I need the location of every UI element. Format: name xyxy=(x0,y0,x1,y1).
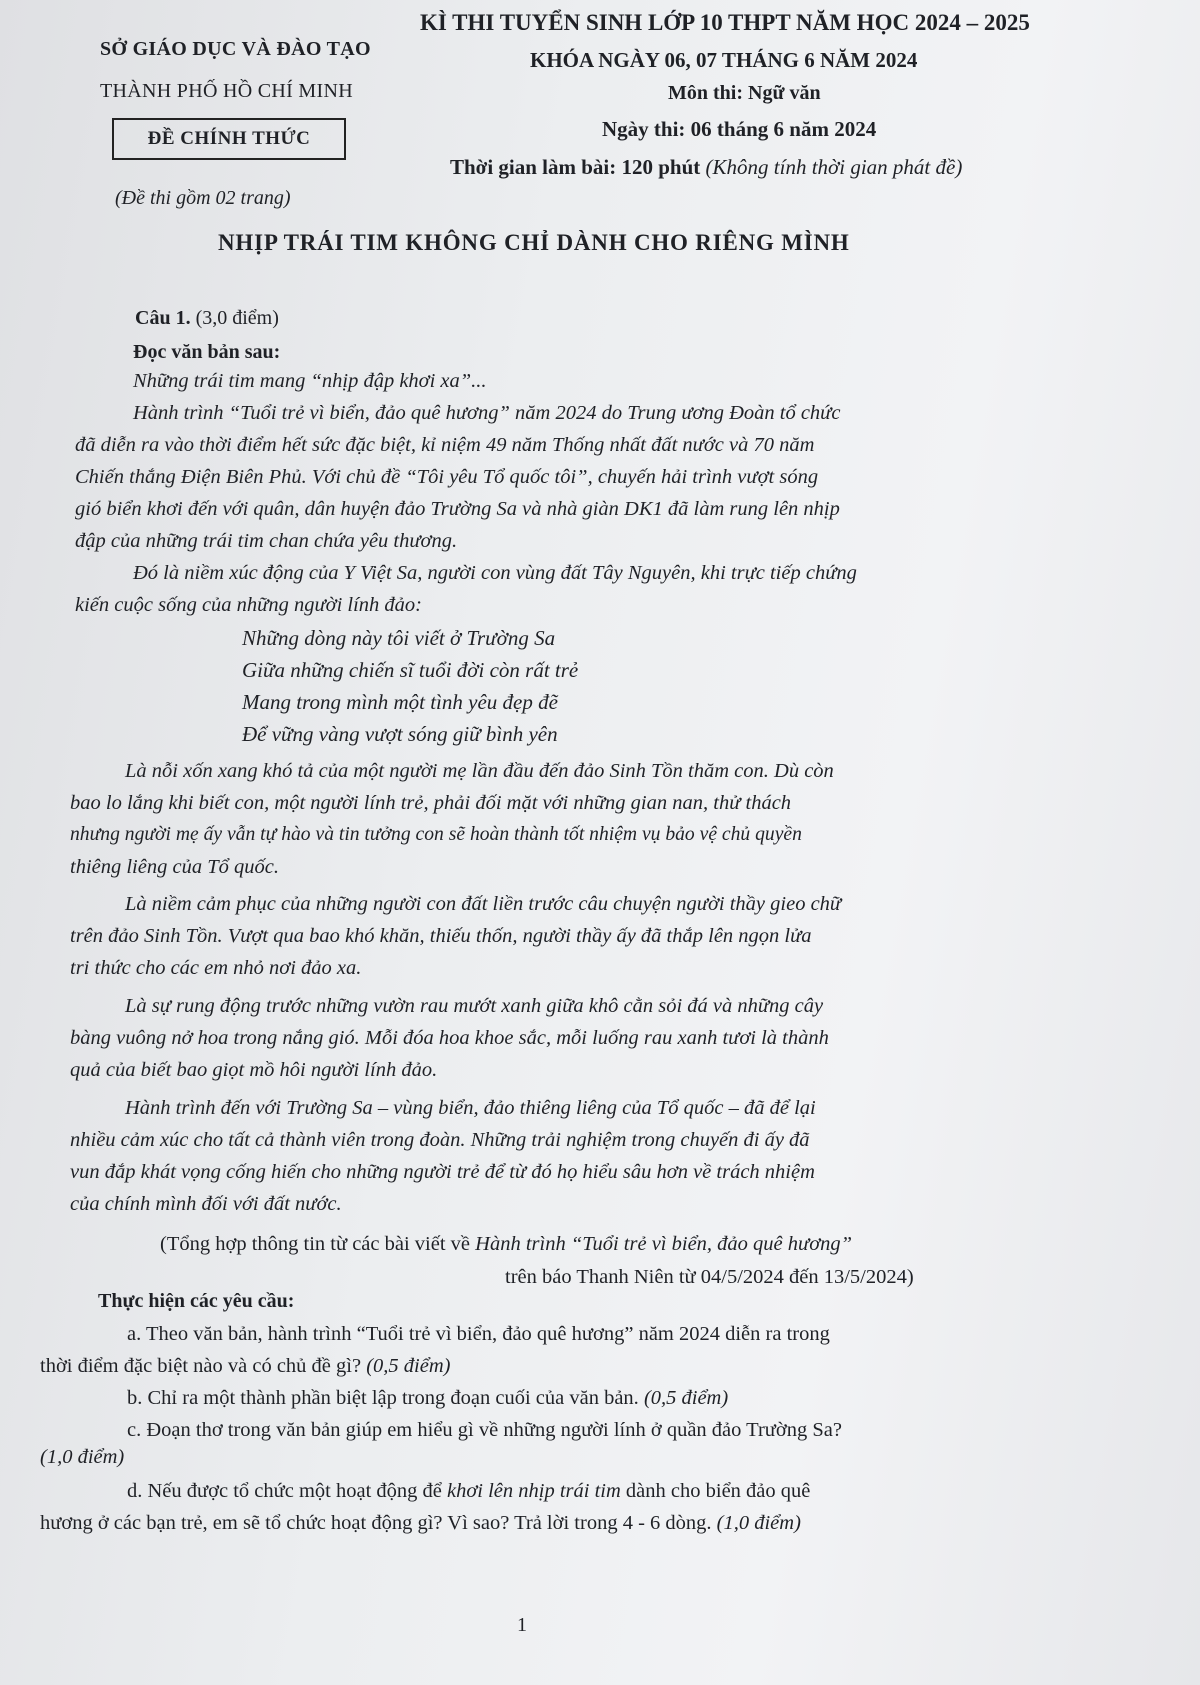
tasks-heading: Thực hiện các yêu cầu: xyxy=(98,1290,295,1312)
poem-line: Để vững vàng vượt sóng giữ bình yên xyxy=(242,722,558,746)
passage-line: bao lo lắng khi biết con, một người lính trẻ, phải đối mặt với những gian nan, thử thách xyxy=(70,792,792,814)
passage-line: thiêng liêng của Tổ quốc. xyxy=(70,856,279,878)
exam-subject: Môn thi: Ngữ văn xyxy=(668,82,821,104)
exam-session: KHÓA NGÀY 06, 07 THÁNG 6 NĂM 2024 xyxy=(530,48,918,72)
task-b-text: b. Chỉ ra một thành phần biệt lập trong đoạn cuối của văn bản. xyxy=(127,1387,639,1409)
passage-line: đã diễn ra vào thời điểm hết sức đặc biệt, kỉ niệm 49 năm Thống nhất đất nước và 70 năm xyxy=(75,434,815,456)
passage-line: Là nỗi xốn xang khó tả của một người mẹ lần đầu đến đảo Sinh Tồn thăm con. Dù còn xyxy=(125,760,834,782)
official-exam-box: ĐỀ CHÍNH THỨC xyxy=(112,118,346,160)
task-a-line-2 xyxy=(40,1355,450,1378)
page-number: 1 xyxy=(517,1614,527,1636)
poem-line: Giữa những chiến sĩ tuổi đời còn rất trẻ xyxy=(242,658,579,682)
passage-line: quả của biết bao giọt mồ hôi người lính đảo. xyxy=(70,1059,438,1081)
passage-line: Là niềm cảm phục của những người con đất liền trước câu chuyện người thầy gieo chữ xyxy=(125,893,842,915)
passage-line: kiến cuộc sống của những người lính đảo: xyxy=(75,594,423,616)
exam-date: Ngày thi: 06 tháng 6 năm 2024 xyxy=(602,117,877,141)
main-title: NHỊP TRÁI TIM KHÔNG CHỈ DÀNH CHO RIÊNG MÌNH xyxy=(218,230,850,255)
task-d-text-post: dành cho biển đảo quê xyxy=(620,1480,811,1502)
read-instruction: Đọc văn bản sau: xyxy=(133,341,281,363)
source-title: Hành trình “Tuổi trẻ vì biển, đảo quê hương” xyxy=(475,1233,853,1255)
poem-line: Mang trong mình một tình yêu đẹp đẽ xyxy=(242,690,558,714)
source-prefix: (Tổng hợp thông tin từ các bài viết về xyxy=(160,1233,476,1255)
task-d-line-2 xyxy=(40,1512,801,1535)
passage-heading: Những trái tim mang “nhịp đập khơi xa”... xyxy=(133,370,487,392)
passage-line: của chính mình đối với đất nước. xyxy=(70,1193,342,1215)
task-c-points: (1,0 điểm) xyxy=(40,1446,125,1468)
passage-line: nhưng người mẹ ấy vẫn tự hào và tin tưởng con sẽ hoàn thành tốt nhiệm vụ bảo vệ chủ quyền xyxy=(70,824,802,845)
task-d-text: hương ở các bạn trẻ, em sẽ tổ chức hoạt động gì? Vì sao? Trả lời trong 4 - 6 dòng. xyxy=(40,1512,712,1534)
question-1-heading xyxy=(135,307,279,330)
source-line-1 xyxy=(160,1233,852,1256)
duration-label: Thời gian làm bài: 120 phút xyxy=(450,155,701,179)
passage-line: trên đảo Sinh Tồn. Vượt qua bao khó khăn, thiếu thốn, người thầy ấy đã thắp lên ngọn lửa xyxy=(70,925,812,947)
task-a-line-1: a. Theo văn bản, hành trình “Tuổi trẻ vì biển, đảo quê hương” năm 2024 diễn ra trong xyxy=(127,1323,830,1345)
passage-line: Hành trình đến với Trường Sa – vùng biển, đảo thiêng liêng của Tổ quốc – đã để lại xyxy=(125,1097,816,1119)
task-c-text: c. Đoạn thơ trong văn bản giúp em hiểu gì về những người lính ở quần đảo Trường Sa? xyxy=(127,1419,842,1441)
passage-line: gió biển khơi đến với quân, dân huyện đảo Trường Sa và nhà giàn DK1 đã làm rung lên nhịp xyxy=(75,498,840,520)
exam-duration xyxy=(450,155,962,180)
passage-line: bàng vuông nở hoa trong nắng gió. Mỗi đóa hoa khoe sắc, mỗi luống rau xanh tươi là thành xyxy=(70,1027,829,1049)
passage-line: nhiều cảm xúc cho tất cả thành viên trong đoàn. Những trải nghiệm trong chuyến đi ấy đã xyxy=(70,1129,810,1151)
task-d-line-1 xyxy=(127,1480,810,1503)
city-name: THÀNH PHỐ HỒ CHÍ MINH xyxy=(100,80,353,102)
task-d-points: (1,0 điểm) xyxy=(716,1512,801,1534)
passage-line: đập của những trái tim chan chứa yêu thương. xyxy=(75,530,458,552)
exam-title: KÌ THI TUYỂN SINH LỚP 10 THPT NĂM HỌC 2024 – 2025 xyxy=(420,10,1030,35)
passage-line: Là sự rung động trước những vườn rau mướt xanh giữa khô cằn sỏi đá và những cây xyxy=(125,995,824,1017)
department-name: SỞ GIÁO DỤC VÀ ĐÀO TẠO xyxy=(100,38,371,60)
task-b-points: (0,5 điểm) xyxy=(643,1387,729,1409)
task-d-emphasis: khơi lên nhịp trái tim xyxy=(447,1480,621,1502)
passage-line: Hành trình “Tuổi trẻ vì biển, đảo quê hương” năm 2024 do Trung ương Đoàn tổ chức xyxy=(133,402,841,424)
poem-line: Những dòng này tôi viết ở Trường Sa xyxy=(242,626,556,650)
question-points: (3,0 điểm) xyxy=(195,307,279,329)
task-d-text-pre: d. Nếu được tổ chức một hoạt động để xyxy=(127,1480,447,1502)
source-line-2: trên báo Thanh Niên từ 04/5/2024 đến 13/5/2024) xyxy=(505,1266,914,1288)
passage-line: tri thức cho các em nhỏ nơi đảo xa. xyxy=(70,957,362,979)
passage-line: vun đắp khát vọng cống hiến cho những người trẻ để từ đó họ hiểu sâu hơn về trách nhiệm xyxy=(70,1161,815,1183)
passage-line: Chiến thắng Điện Biên Phủ. Với chủ đề “Tôi yêu Tổ quốc tôi”, chuyến hải trình vượt sóng xyxy=(75,466,819,488)
duration-note: (Không tính thời gian phát đề) xyxy=(705,155,963,179)
task-a-points: (0,5 điểm) xyxy=(366,1355,451,1377)
question-label: Câu 1. xyxy=(135,307,191,329)
passage-line: Đó là niềm xúc động của Y Việt Sa, người con vùng đất Tây Nguyên, khi trực tiếp chứng xyxy=(133,562,857,584)
task-b xyxy=(127,1387,728,1410)
task-a-text: thời điểm đặc biệt nào và có chủ đề gì? xyxy=(40,1355,362,1377)
pages-note: (Đề thi gồm 02 trang) xyxy=(115,187,291,209)
